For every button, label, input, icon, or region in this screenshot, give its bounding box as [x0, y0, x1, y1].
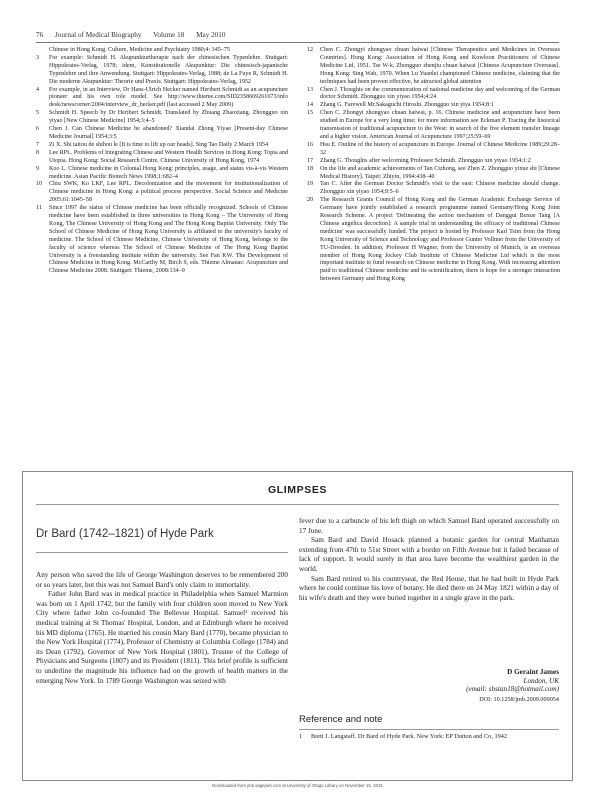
reference-item — [36, 126, 288, 142]
reference-item — [307, 181, 560, 197]
reference-item — [36, 150, 288, 166]
header-rule — [36, 42, 559, 43]
reference-item — [36, 166, 288, 182]
reference-text: Chen J. Thoughts on the commemoration of national medicine day and welcoming of the German doctor Schmidt. Zhongguo xin yiyao 1954;4:24 — [320, 86, 560, 101]
reference-item — [307, 102, 560, 110]
reference-number: 15 — [307, 110, 314, 117]
reference-text: Chen J. Can Chinese Medicine be abandoned? Xiandai Zhong Yiyao [Present-day Chinese Medicine Journal] 1954;3:5 — [49, 126, 288, 140]
reference-text: The Research Grants Council of Hong Kong and the German Academic Exchange Service of Germany have jointly established a research programme named Germany/Hong Kong Joint Research Scheme. A project 'Delineating the action mechanism of Danggui Buxue Tang [A Chinese angelica decoction]: A sample trial in understanding the efficacy of traditional Chinese medicine' was successfully funded. The project is hosted by Professor Karl Tsim from the Hong Kong University of Science and Technology and Professor Gunter Vollmer from the University of TU-Dresden. In addition, Professor H Wagner, from the University of Munich, is an overseas member of Hong Kong Jockey Club Institute of Chinese Medicine Ltd which is the most important institute to fund research on Chinese medicine in Hong Kong. With increasing attention paid to traditional Chinese medicine and its scientification, there is hope for a stronger interaction between Germany and Hong Kong — [320, 197, 560, 283]
author-location: London, UK — [523, 676, 559, 685]
reference-item — [307, 47, 560, 87]
reference-note-title: Reference and note — [299, 714, 383, 725]
reference-text: Tan C. After the German Doctor Schmidt's visit to the east: Chinese medicine should change. Zhongguo xin yiyao 1954;9:5–6 — [320, 181, 560, 196]
doi: DOI: 10.1258/jmb.2009.009054 — [479, 696, 559, 703]
glimpses-rule — [36, 504, 559, 505]
author-block — [299, 668, 559, 694]
reference-text: For example: Schmidt H. Akupunkturtherapie nach der chinesischen Typenlehre. Stuttgart: Hippokrates-Verlag, 1978; idem, Konstitutionelle Akupunktur: Die chinesisch-japanische Typenlehre und ihre Anwendung. Stuttgart: Hippokrates-Verlag, 1988; de La Fuye R, Schmidt H. Die moderne Akupunktur: Theorie und Praxis. Stuttgart: Hippokrates-Verlag, 1952 — [49, 54, 288, 85]
reference-number: 8 — [36, 149, 40, 156]
references-left-column — [36, 47, 288, 276]
reference-number: 20 — [307, 197, 314, 204]
reference-text: Zi X. Shi taitou de shihou le [It is time to lift up our heads]. Sing Tao Daily 2 March 1954 — [49, 141, 269, 148]
reference-number: 18 — [307, 165, 314, 172]
reference-text: For example, in an Interview, Dr Hans-Ulrich Hecker named Heribert Schmidt as an acupuncture pioneer and his own role model. See http://www.thieme.com/SID2358669261673/info desk/newscorner/2004/interview_dr_hecker.pdf (last accessed 2 May 2009) — [49, 86, 288, 109]
paragraph: Any person who saved the life of George Washington deserves to be remembered 200 or so years later, but this was not Samuel Bard's only claim to immortality. — [36, 571, 288, 589]
reference-text: Since 1997 the status of Chinese medicine has been officially recognized. Schools of Chinese medicine have been established in three universities in Hong Kong – The University of Hong Kong, The Chinese University of Hong Kong and The Hong Kong Baptist University. Only The School of Chinese Medicine of Hong Kong University is affiliated to the university's faculty of medicine. The School of Chinese Medicine, Chinese University of Hong Kong, belongs to the faculty of science whereas The School of Chinese Medicine of The Hong Kong Baptist University is a freestanding institute within the university. See Fan KW. The Development of Chinese Medicine in Hong Kong. McCarthy M, Birch S, eds. Thieme Almanac: Acupuncture and Chinese Medicine 2008. Stuttgart: Thieme, 2008:134–9 — [49, 205, 288, 275]
article-title: Dr Bard (1742–1821) of Hyde Park — [36, 528, 214, 540]
reference-number: 19 — [307, 181, 314, 188]
reference-item — [307, 166, 560, 182]
reference-note-rule — [299, 729, 559, 730]
reference-text: Chiu SWK, Ko LKF, Lee RPL. Decolonization and the movement for institutionalization of Chinese medicine in Hong Kong: a political process perspective. Social Science and Medicine 2005;61:1045–58 — [49, 181, 288, 204]
article-body-left — [36, 571, 288, 686]
article-body-right — [299, 517, 559, 603]
reference-number: 11 — [36, 205, 42, 212]
paragraph: Father John Bard was in medical practice in Philadelphia when Samuel Marmion was born on 1 April 1742, but the family with four children soon moved to New York City where father John co-founded The Bellevue Hospital. Samuel¹ received his medical training at St Thomas' Hospital, London, and at Edinburgh where he received his MD diploma (1765). He married his cousin Mary Bard (1770), became physician to the New York Hospital (1774), Professor of Chemistry at Columbia College (1784) and its Dean (1792), Governor of New York Hospital (1801), Trustee of the College of Physicians and Surgeons (1807) and its President (1811). This brief profile is sufficient to underline the magnitude his influence had on the growth of health matters in the emerging New York. In 1789 George Washington was seized with — [36, 590, 288, 685]
volume: Volume 18 — [153, 31, 185, 39]
reference-text: Chinese in Hong Kong. Culture, Medicine and Psychiatry 1980;4: 345–75 — [49, 47, 230, 53]
reference-number: 14 — [307, 102, 314, 109]
reference-item — [307, 110, 560, 142]
reference-note-number: 1 — [299, 733, 303, 740]
references-right-column — [307, 47, 560, 284]
reference-text: Koo L. Chinese medicine in Colonial Hong Kong: principles, usage, and status vis-à-vis Western medicine. Asian Pacific Biotech News 1998;1:682–4 — [49, 165, 288, 180]
author-email: (email: shstan18@hotmail.com) — [466, 685, 559, 694]
paragraph: fever due to a carbuncle of his left thigh on which Samuel Bard operated successfully on 17 June. — [299, 517, 559, 535]
reference-item — [36, 47, 288, 55]
reference-text: Zhang G. Thoughts after welcoming Professor Schmidt. Zhongguo xin yiyao 1954;1:2 — [320, 157, 531, 164]
paragraph: Sam Bard and David Hosack planned a botanic garden for central Manhattan extending from 47th to 51st Street with a border on Fifth Avenue but it failed because of lack of support. It would surely in that area have become the wealthiest garden in the world. — [299, 536, 559, 573]
reference-number: 16 — [307, 141, 314, 148]
reference-item — [36, 205, 288, 276]
reference-number — [36, 47, 49, 55]
reference-item — [36, 181, 288, 205]
reference-text: Chen C. Zhongyi zhongyao chuan haiwai, p. 16. Chinese medicine and acupuncture have been studied in Europe for a very long time; for more information see Eckman P. Tracing the historical transmission of traditional acupuncture to the West: in search of the five element transfer lineage and a higher vision. American Journal of Acupuncture 1997;25:59–69 — [320, 110, 560, 140]
paragraph: Sam Bard retired to his countryseat, the Red House, that he had built in Hyde Park where he could continue his love of botany. He died there on 24 May 1821 within a day of his wife's death and they were buried together in a single grave in the park. — [299, 574, 560, 602]
reference-number: 10 — [36, 181, 43, 188]
article-title-rule — [36, 552, 288, 553]
reference-number: 9 — [36, 165, 40, 172]
reference-text: Zhang G. Farewell Mr.Sakaguchi Hiroshi. Zhongguo xin yiya 1954;8:1 — [320, 102, 494, 109]
reference-item — [36, 55, 288, 87]
reference-number: 4 — [36, 86, 40, 93]
reference-number: 5 — [36, 110, 40, 117]
reference-number: 7 — [36, 141, 40, 148]
reference-text: Lee RPL. Problems of Integrating Chinese and Western Health Services in Hong Kong: Topia and Utopia. Hong Kong: Social Research Centre, Chinese University of Hong Kong, 1974 — [49, 149, 289, 164]
reference-number: 17 — [307, 157, 314, 164]
reference-item — [36, 142, 288, 150]
reference-item — [307, 158, 560, 166]
reference-text: Hsu E. Outline of the history of acupuncture in Europe. Journal of Chinese Medicine 1989;29:28–32 — [320, 141, 560, 156]
reference-text: Chen C. Zhongyi zhongyao chuan haiwai [Chinese Therapeutics and Medicines in Overseas Countries]. Hong Kong: Association of Hong Kong and Kowloon Practitioners of Chinese Medicine Ltd, 1951. Tse W-k. Zhongguo zhenjiu chuan haiwai [Chinese Acupuncture Overseas]. Hong Kong: Sing Wah, 1970. When Lu Yuanlei championed Chinese medicine, claiming that the techniques had been proven effective, he attracted global attention — [320, 47, 560, 85]
reference-note — [299, 733, 559, 741]
reference-number: 13 — [307, 86, 314, 93]
reference-item — [36, 110, 288, 126]
page-number: 76 — [36, 31, 44, 39]
download-footer: Downloaded from jmb.sagepub.com at University of Otago Library on November 15, 2015 — [212, 783, 383, 788]
reference-number: 12 — [307, 47, 314, 53]
reference-item — [36, 87, 288, 111]
reference-item — [307, 142, 560, 158]
running-header — [36, 31, 235, 39]
author-name: D Geraint James — [507, 668, 559, 676]
reference-note-text: Brett J. Langstaff. Dr Bard of Hyde Park. New York: EP Dutton and Co, 1942 — [311, 733, 508, 740]
journal-name: Journal of Medical Biography — [54, 31, 142, 39]
reference-number: 3 — [36, 54, 40, 61]
issue-date: May 2010 — [196, 31, 226, 39]
reference-item — [307, 197, 560, 284]
reference-text: On the life and academic achievements of Tan Cizhong, see Zhen Z. Zhongguo yixue shi [Chinese Medical History]. Taipei: Zhiyin, 1994:438–40 — [320, 165, 560, 180]
reference-item — [307, 87, 560, 103]
reference-text: Schmidt H. Speech by Dr Heribert Schmidt. Translated by Zhuang Zhaoxiang. Zhongguo xin yiyao [New Chinese Medicine] 1954;3:4–5 — [49, 110, 288, 125]
reference-number: 6 — [36, 126, 40, 133]
glimpses-title: GLIMPSES — [267, 484, 328, 496]
